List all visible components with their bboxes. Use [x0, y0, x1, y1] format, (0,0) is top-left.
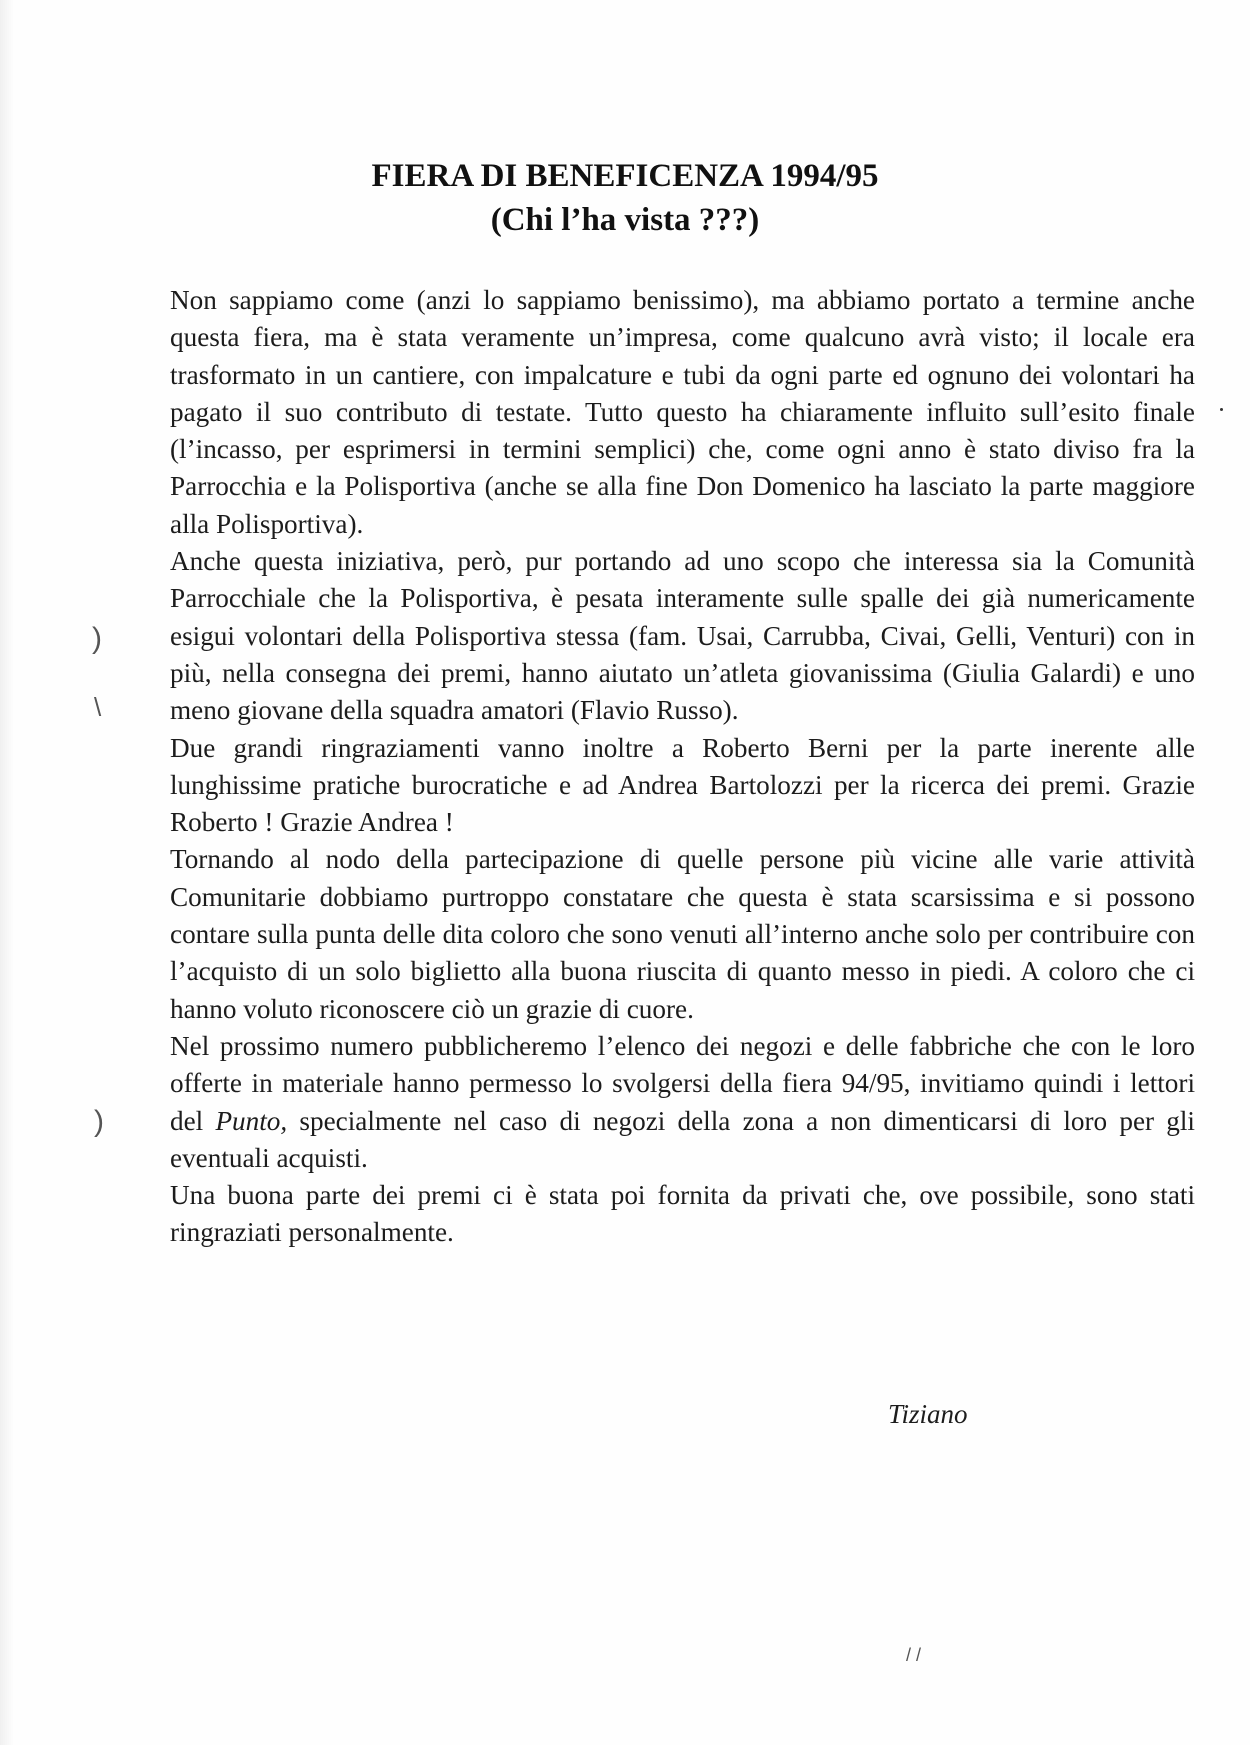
- paragraph-5-text-after: specialmente nel caso di negozi della zona a non dimenticarsi di loro per gli eventuali acquisti.: [170, 1105, 1195, 1173]
- paragraph-5-text-before: Nel prossimo numero pubblicheremo l’elenco dei negozi e delle fabbriche che con le loro offerte in materiale hanno permesso lo svolgersi della fiera 94/95, invitiamo quindi i lettori del: [170, 1030, 1195, 1136]
- author-signature: Tiziano: [888, 1399, 968, 1429]
- paragraph-2: Anche questa iniziativa, però, pur portando ad uno scopo che interessa sia la Comunità Parrocchiale che la Polisportiva, è pesata interamente sulle spalle dei già numericamente esigui volontari della Polisportiva stessa (fam. Usai, Carrubba, Civai, Gelli, Venturi) con in più, nella consegna dei premi, hanno aiutato un’atleta giovanissima (Giulia Galardi) e uno meno giovane della squadra amatori (Flavio Russo).: [170, 546, 1195, 726]
- scan-mark-tick: / /: [906, 1645, 922, 1665]
- document-subtitle: (Chi l’ha vista ???): [490, 202, 760, 238]
- paragraph-5: [170, 1028, 1195, 1177]
- article-body: [170, 282, 1195, 1252]
- scan-edge-shadow: [0, 0, 14, 1745]
- scan-mark-bracket: ): [94, 1105, 104, 1138]
- paragraph-6: Una buona parte dei premi ci è stata poi fornita da privati che, ove possibile, sono stati ringraziati personalmente.: [170, 1180, 1195, 1248]
- paragraph-3: Due grandi ringraziamenti vanno inoltre a Roberto Berni per la parte inerente alle lunghissime pratiche burocratiche e ad Andrea Bartolozzi per la ricerca dei premi. Grazie Roberto ! Grazie Andrea !: [170, 732, 1195, 838]
- punto-publication-name: Punto,: [215, 1105, 288, 1136]
- paragraph-4: Tornando al nodo della partecipazione di quelle persone più vicine alle varie attività Comunitarie dobbiamo purtroppo constatare che questa è stata scarsissima e si possono contare sulla punta delle dita coloro che sono venuti all’interno anche solo per contribuire con l’acquisto di un solo biglietto alla buona riuscita di quanto messo in piedi. A coloro che ci hanno voluto riconoscere ciò un grazie di cuore.: [170, 844, 1195, 1024]
- scan-mark-bracket: ): [92, 622, 102, 655]
- document-title: FIERA DI BENEFICENZA 1994/95: [371, 158, 879, 194]
- scan-mark-slash: \: [94, 692, 102, 722]
- paragraph-1: Non sappiamo come (anzi lo sappiamo benissimo), ma abbiamo portato a termine anche questa fiera, ma è stata veramente un’impresa, come qualcuno avrà visto; il locale era trasformato in un cantiere, con impalcature e tubi da ogni parte ed ognuno dei volontari ha pagato il suo contributo di testate. Tutto questo ha chiaramente influito sull’esito finale (l’incasso, per esprimersi in termini semplici) che, come ogni anno è stato diviso fra la Parrocchia e la Polisportiva (anche se alla fine Don Domenico ha lasciato la parte maggiore alla Polisportiva).: [170, 285, 1195, 539]
- scan-dust-dot: [1220, 408, 1223, 411]
